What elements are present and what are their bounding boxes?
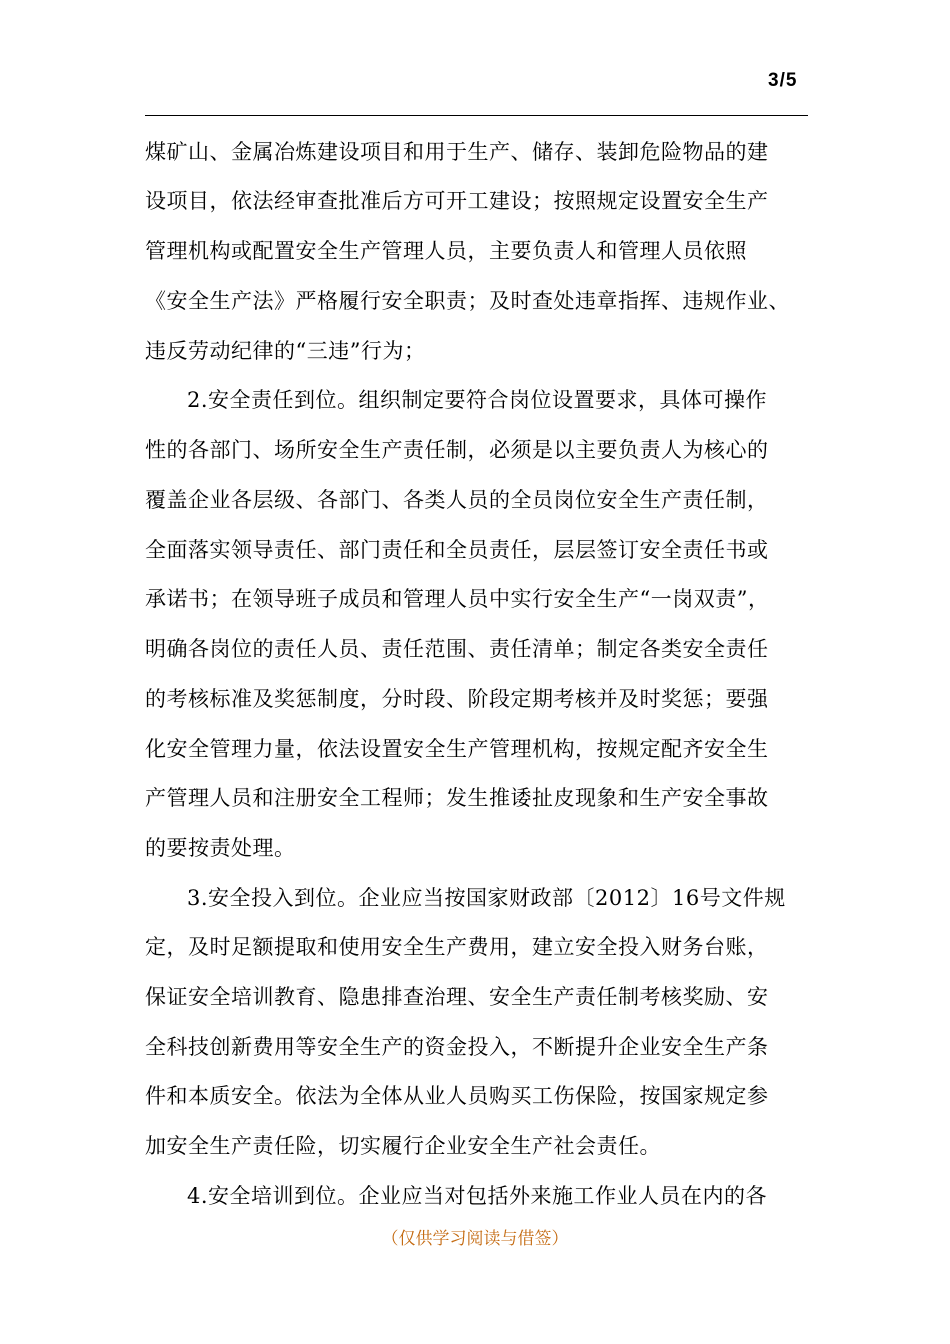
footer-note: （仅供学习阅读与借签） <box>381 1229 569 1249</box>
text-line: 承诺书；在领导班子成员和管理人员中实行安全生产“一岗双责”， <box>145 587 770 611</box>
text-line: 保证安全培训教育、隐患排查治理、安全生产责任制考核奖励、安 <box>145 985 769 1009</box>
text-line: 违反劳动纪律的“三违”行为； <box>145 339 426 363</box>
text-line: 设项目，依法经审查批准后方可开工建设；按照规定设置安全生产 <box>145 189 769 213</box>
text-line: 全面落实领导责任、部门责任和全员责任，层层签订安全责任书或 <box>145 538 769 562</box>
text-line: 件和本质安全。依法为全体从业人员购买工伤保险，按国家规定参 <box>145 1084 769 1108</box>
page-number: 3/5 <box>768 70 798 91</box>
text-line: 的考核标准及奖惩制度，分时段、阶段定期考核并及时奖惩；要强 <box>145 687 769 711</box>
text-line: 的要按责处理。 <box>145 836 296 860</box>
paragraph-start-line: 4.安全培训到位。企业应当对包括外来施工作业人员在内的各 <box>187 1184 768 1208</box>
paragraph-start-line: 2.安全责任到位。组织制定要符合岗位设置要求，具体可操作 <box>187 388 768 412</box>
text-line: 性的各部门、场所安全生产责任制，必须是以主要负责人为核心的 <box>145 438 769 462</box>
text-line: 覆盖企业各层级、各部门、各类人员的全员岗位安全生产责任制， <box>145 488 769 512</box>
text-line: 加安全生产责任险，切实履行企业安全生产社会责任。 <box>145 1134 661 1158</box>
text-line: 产管理人员和注册安全工程师；发生推诿扯皮现象和生产安全事故 <box>145 786 769 810</box>
text-line: 定，及时足额提取和使用安全生产费用，建立安全投入财务台账， <box>145 935 769 959</box>
text-line: 明确各岗位的责任人员、责任范围、责任清单；制定各类安全责任 <box>145 637 769 661</box>
header-divider <box>145 115 808 116</box>
paragraph-start-line: 3.安全投入到位。企业应当按国家财政部〔2012〕16号文件规 <box>187 886 786 910</box>
text-line: 化安全管理力量，依法设置安全生产管理机构，按规定配齐安全生 <box>145 737 769 761</box>
text-line: 全科技创新费用等安全生产的资金投入，不断提升企业安全生产条 <box>145 1035 769 1059</box>
text-line: 煤矿山、金属冶炼建设项目和用于生产、储存、装卸危险物品的建 <box>145 140 769 164</box>
text-line: 管理机构或配置安全生产管理人员，主要负责人和管理人员依照 <box>145 239 747 263</box>
text-line: 《安全生产法》严格履行安全职责；及时查处违章指挥、违规作业、 <box>145 289 790 313</box>
